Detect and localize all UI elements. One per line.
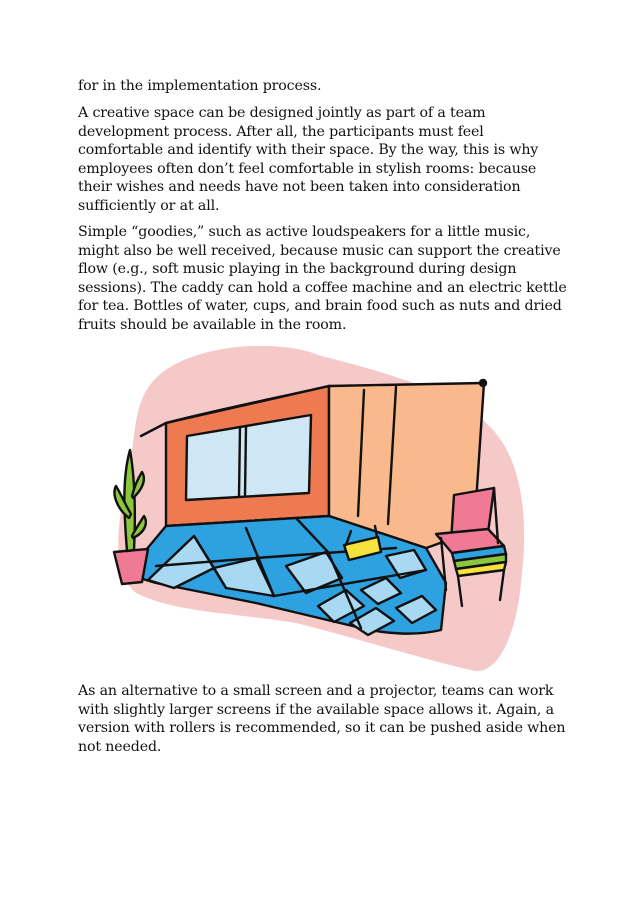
paragraph-2: A creative space can be designed jointly as part of a team development process. After all, the participants must feel comfortable and identify with their space. By the way, this is why employees often don’t feel comfortable in stylish rooms: because their wishes and needs have not been taken into consideration sufficiently or at all. (78, 105, 539, 214)
paragraph-1: for in the implementation process. (78, 78, 322, 94)
plant-pot (114, 549, 148, 584)
creative-room-illustration (96, 338, 536, 678)
paragraph-4: As an alternative to a small screen and a projector, teams can work with slightly larger screens if the available space allows it. Again, a version with rollers is recommended, so it can be pushed aside when not needed. (78, 683, 566, 755)
paragraph-3: Simple “goodies,” such as active loudspeakers for a little music, might also be well received, because music can support the creative flow (e.g., soft music playing in the background during design sessions). The caddy can hold a coffee machine and an electric kettle for tea. Bottles of water, cups, and brain food such as nuts and dried fruits should be available in the room. (78, 224, 567, 333)
